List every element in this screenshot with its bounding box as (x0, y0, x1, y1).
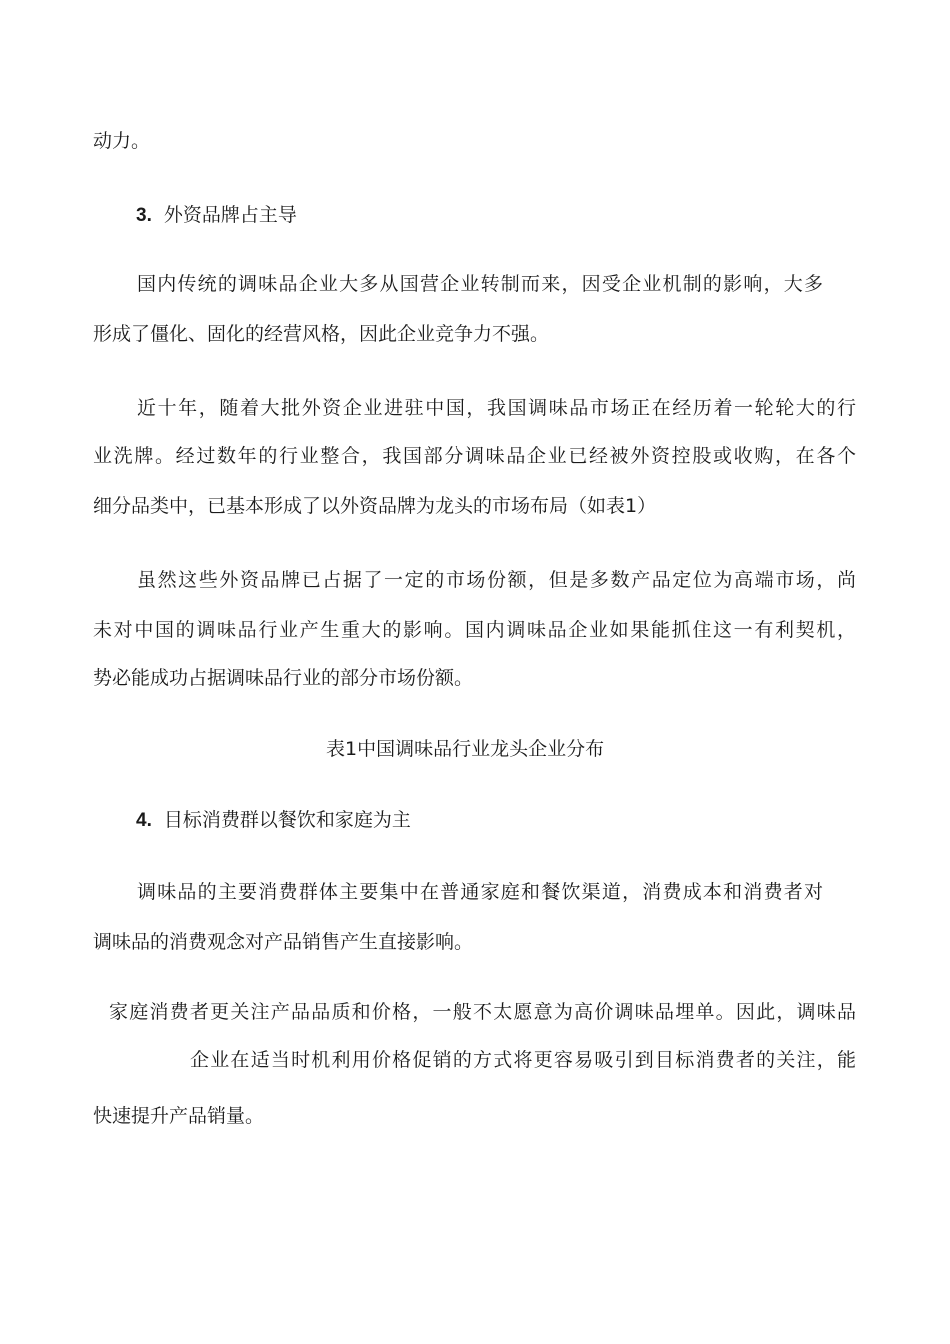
section-heading-4 (136, 807, 411, 834)
section-number: 4. (136, 810, 152, 831)
paragraph-1-line-2: 形成了僵化、固化的经营风格，因此企业竞争力不强。 (93, 323, 550, 345)
paragraph-1-line-1: 国内传统的调味品企业大多从国营企业转制而来，因受企业机制的影响，大多 (137, 273, 823, 295)
paragraph-2-line-2: 业洗牌。经过数年的行业整合，我国部分调味品企业已经被外资控股或收购，在各个 (93, 445, 856, 467)
section-title: 外资品牌占主导 (163, 204, 297, 226)
paragraph-5-line-3: 快速提升产品销量。 (93, 1105, 265, 1127)
paragraph-3-line-3: 势必能成功占据调味品行业的部分市场份额。 (93, 667, 474, 689)
section-number: 3. (136, 205, 152, 226)
paragraph-3-line-2: 未对中国的调味品行业产生重大的影响。国内调味品企业如果能抓住这一有利契机， (93, 619, 856, 641)
paragraph-3-line-1: 虽然这些外资品牌已占据了一定的市场份额，但是多数产品定位为高端市场，尚 (137, 569, 856, 591)
paragraph-2-line-3: 细分品类中，已基本形成了以外资品牌为龙头的市场布局（如表1） (93, 495, 657, 517)
paragraph-4-line-1: 调味品的主要消费群体主要集中在普通家庭和餐饮渠道，消费成本和消费者对 (137, 881, 823, 903)
paragraph-tail: 动力。 (93, 130, 151, 152)
paragraph-5-line-2: 企业在适当时机利用价格促销的方式将更容易吸引到目标消费者的关注，能 (190, 1049, 856, 1071)
paragraph-4-line-2: 调味品的消费观念对产品销售产生直接影响。 (93, 931, 474, 953)
section-heading-3 (136, 202, 297, 229)
paragraph-2-line-1: 近十年，随着大批外资企业进驻中国，我国调味品市场正在经历着一轮轮大的行 (137, 397, 856, 419)
paragraph-5-line-1: 家庭消费者更关注产品品质和价格，一般不太愿意为高价调味品埋单。因此，调味品 (109, 1001, 856, 1023)
section-title: 目标消费群以餐饮和家庭为主 (163, 809, 411, 831)
table-caption: 表1中国调味品行业龙头企业分布 (326, 738, 605, 760)
